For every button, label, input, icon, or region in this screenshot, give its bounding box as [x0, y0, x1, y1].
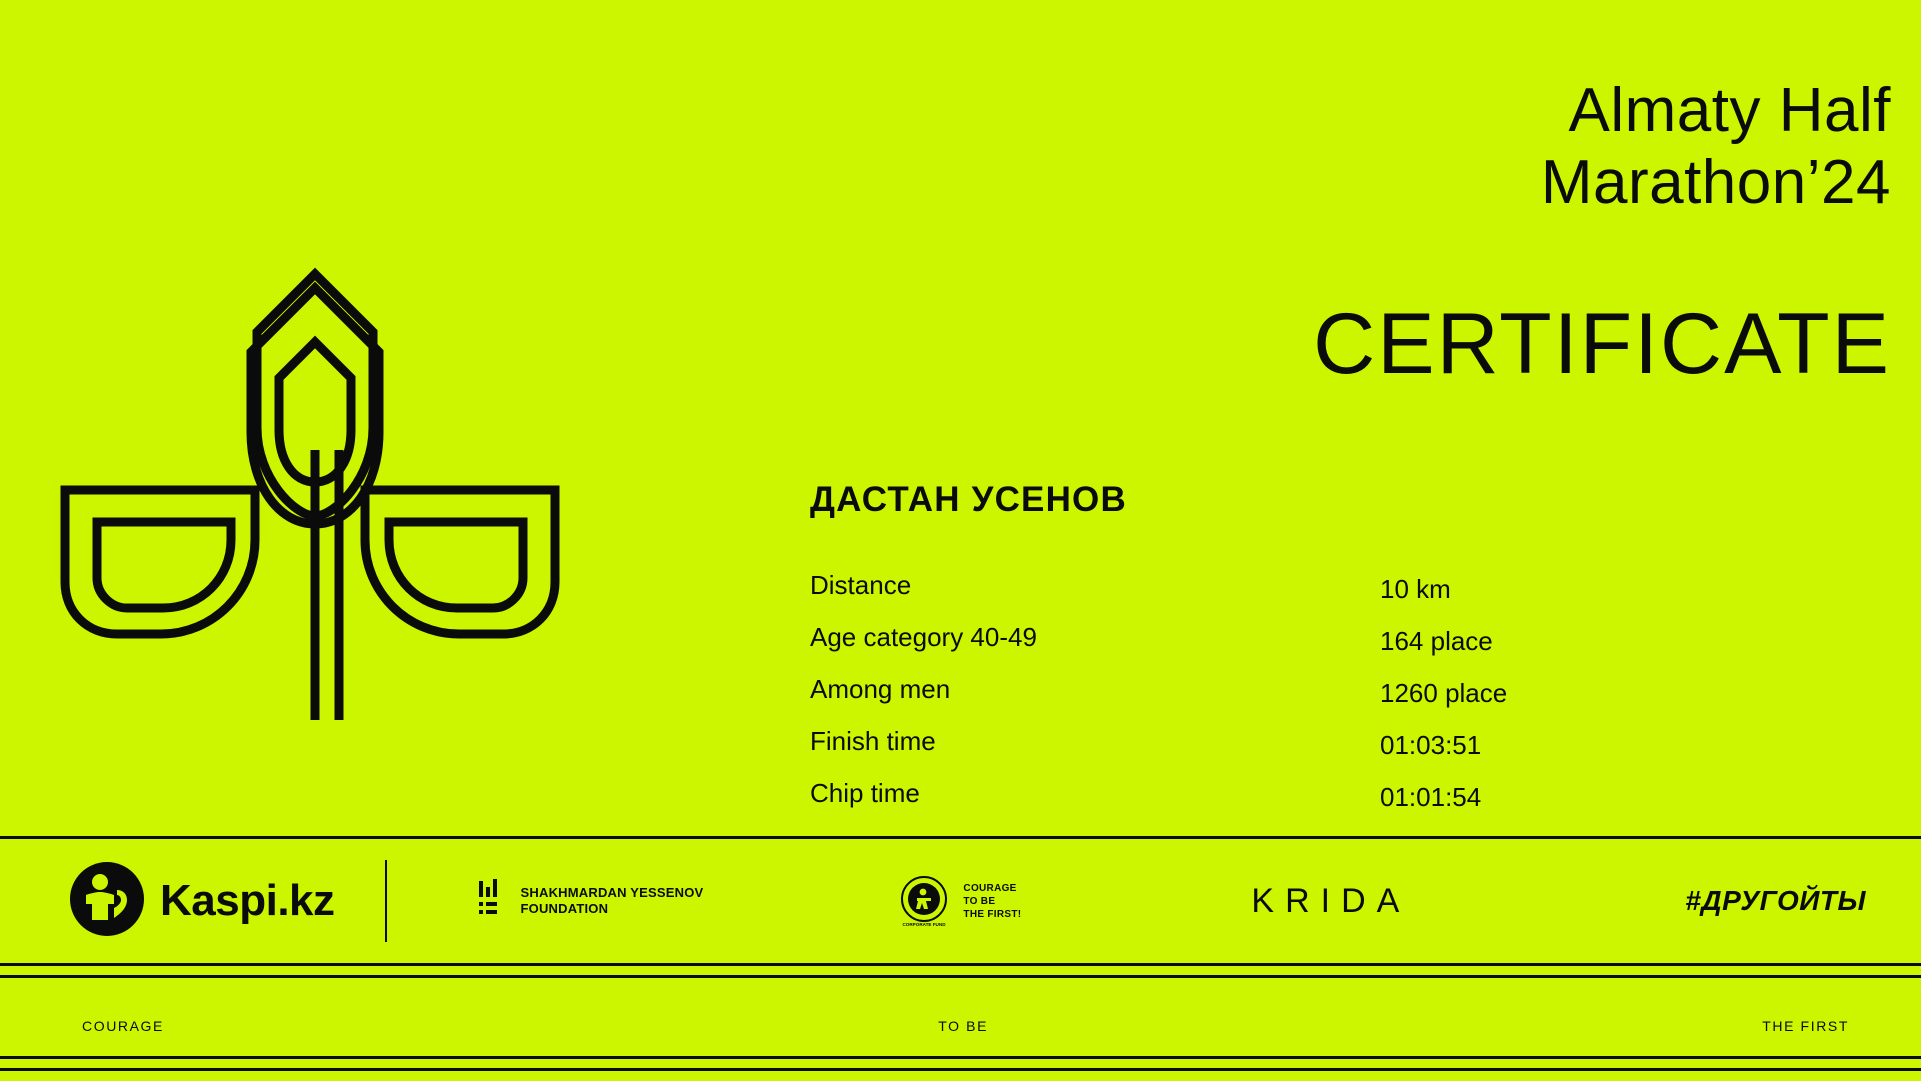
footer-strap-right: THE FIRST — [1762, 1018, 1849, 1034]
kaspi-wordmark: Kaspi.kz — [160, 876, 335, 925]
athlete-name: ДАСТАН УСЕНОВ — [810, 480, 1127, 519]
sponsor-bar — [0, 839, 1921, 963]
results-table — [810, 570, 1870, 830]
result-value: 1260 place — [1380, 678, 1508, 708]
courage-fund-rotated-label: CORPORATE FUND — [902, 921, 946, 927]
sponsor-divider — [385, 860, 387, 942]
result-label: Chip time — [810, 778, 920, 808]
footer-strap-left: COURAGE — [82, 1018, 164, 1034]
sponsor-courage-fund — [893, 868, 1021, 935]
result-label: Finish time — [810, 726, 936, 756]
table-row — [810, 726, 1870, 778]
event-title-line-1: Almaty Half — [1568, 76, 1891, 145]
footer-strap — [0, 1014, 1921, 1038]
result-value: 164 place — [1380, 626, 1493, 656]
tulip-logo — [55, 160, 575, 720]
kaspi-person-icon — [70, 862, 144, 941]
event-title — [1541, 75, 1891, 219]
footer-strap-center: TO BE — [938, 1018, 989, 1034]
sponsor-kaspi — [70, 862, 335, 941]
event-title-line-2: Marathon’24 — [1540, 147, 1891, 217]
courage-runner-icon — [893, 868, 955, 935]
yessenov-line-1: SHAKHMARDAN YESSENOV — [520, 884, 704, 900]
divider-strap-bottom — [0, 1056, 1921, 1059]
table-row — [810, 778, 1870, 830]
table-row — [810, 622, 1870, 674]
sponsor-drugoity: #ДРУГОЙТЫ — [1685, 885, 1866, 916]
courage-fund-line-2: TO BE — [963, 895, 996, 907]
result-value: 01:03:51 — [1380, 730, 1482, 760]
yessenov-line-2: FOUNDATION — [520, 901, 609, 916]
divider-strap-top — [0, 975, 1921, 978]
divider-sponsor-bottom — [0, 963, 1921, 966]
yessenov-bars-icon — [477, 879, 511, 924]
result-label: Age category 40-49 — [810, 622, 1037, 652]
sponsor-yessenov — [477, 879, 704, 924]
result-label: Among men — [810, 674, 951, 704]
sponsor-krida: KRIDA — [1251, 881, 1411, 920]
document-type-heading: CERTIFICATE — [1313, 296, 1891, 392]
table-row — [810, 570, 1870, 622]
yessenov-wordmark — [521, 885, 704, 918]
courage-fund-line-3: THE FIRST! — [963, 908, 1022, 920]
table-row — [810, 674, 1870, 726]
courage-fund-wordmark — [963, 882, 1021, 921]
result-value: 10 km — [1380, 574, 1451, 604]
courage-fund-line-1: COURAGE — [963, 882, 1017, 894]
result-value: 01:01:54 — [1380, 782, 1482, 812]
result-label: Distance — [810, 570, 912, 600]
divider-footer — [0, 1068, 1921, 1071]
